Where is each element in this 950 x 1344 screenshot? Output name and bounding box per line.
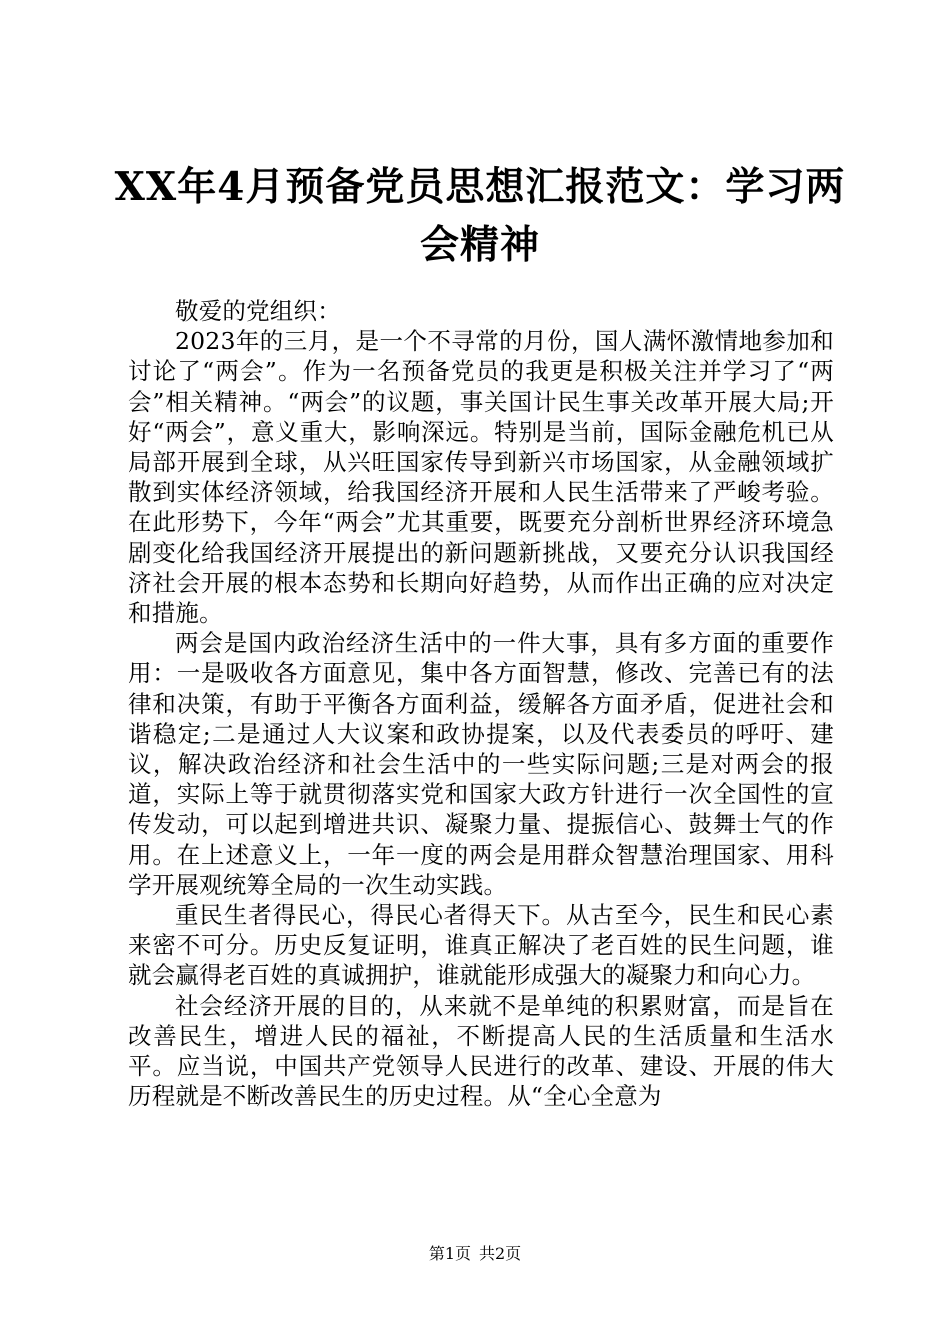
page-number: 第1页 bbox=[428, 1244, 471, 1263]
document-body bbox=[128, 296, 834, 1111]
page-total: 共2页 bbox=[479, 1244, 522, 1263]
salutation: 敬爱的党组织： bbox=[175, 297, 341, 325]
document-title: XX年4月预备党员思想汇报范文：学习两会精神 bbox=[114, 164, 846, 268]
body-paragraph: 重民生者得民心，得民心者得天下。从古至今，民生和民心素来密不可分。历史反复证明，谁真正解决了老百姓的民生问题，谁就会赢得老百姓的真诚拥护，谁就能形成强大的凝聚力和向心力。 bbox=[128, 901, 834, 990]
body-paragraph: 社会经济开展的目的，从来就不是单纯的积累财富，而是旨在改善民生，增进人民的福祉，不断提高人民的生活质量和生活水平。应当说，中国共产党领导人民进行的改革、建设、开展的伟大历程就是不断改善民生的历史过程。从“全心全意为 bbox=[128, 991, 834, 1111]
page-footer bbox=[0, 1244, 950, 1264]
body-paragraph: 两会是国内政治经济生活中的一件大事，具有多方面的重要作用：一是吸收各方面意见，集中各方面智慧，修改、完善已有的法律和决策，有助于平衡各方面利益，缓解各方面矛盾，促进社会和谐稳定;二是通过人大议案和政协提案，以及代表委员的呼吁、建议，解决政治经济和社会生活中的一些实际问题;三是对两会的报道，实际上等于就贯彻落实党和国家大政方针进行一次全国性的宣传发动，可以起到增进共识、凝聚力量、提振信心、鼓舞士气的作用。在上述意义上，一年一度的两会是用群众智慧治理国家、用科学开展观统筹全局的一次生动实践。 bbox=[128, 629, 834, 899]
body-paragraph: 2023年的三月，是一个不寻常的月份，国人满怀激情地参加和讨论了“两会”。作为一名预备党员的我更是积极关注并学习了“两会”相关精神。“两会”的议题，事关国计民生事关改革开展大局;开好“两会”，意义重大，影响深远。特别是当前，国际金融危机已从局部开展到全球，从兴旺国家传导到新兴市场国家，从金融领域扩散到实体经济领域，给我国经济开展和人民生活带来了严峻考验。在此形势下，今年“两会”尤其重要，既要充分剖析世界经济环境急剧变化给我国经济开展提出的新问题新挑战，又要充分认识我国经济社会开展的根本态势和长期向好趋势，从而作出正确的应对决定和措施。 bbox=[128, 327, 834, 628]
